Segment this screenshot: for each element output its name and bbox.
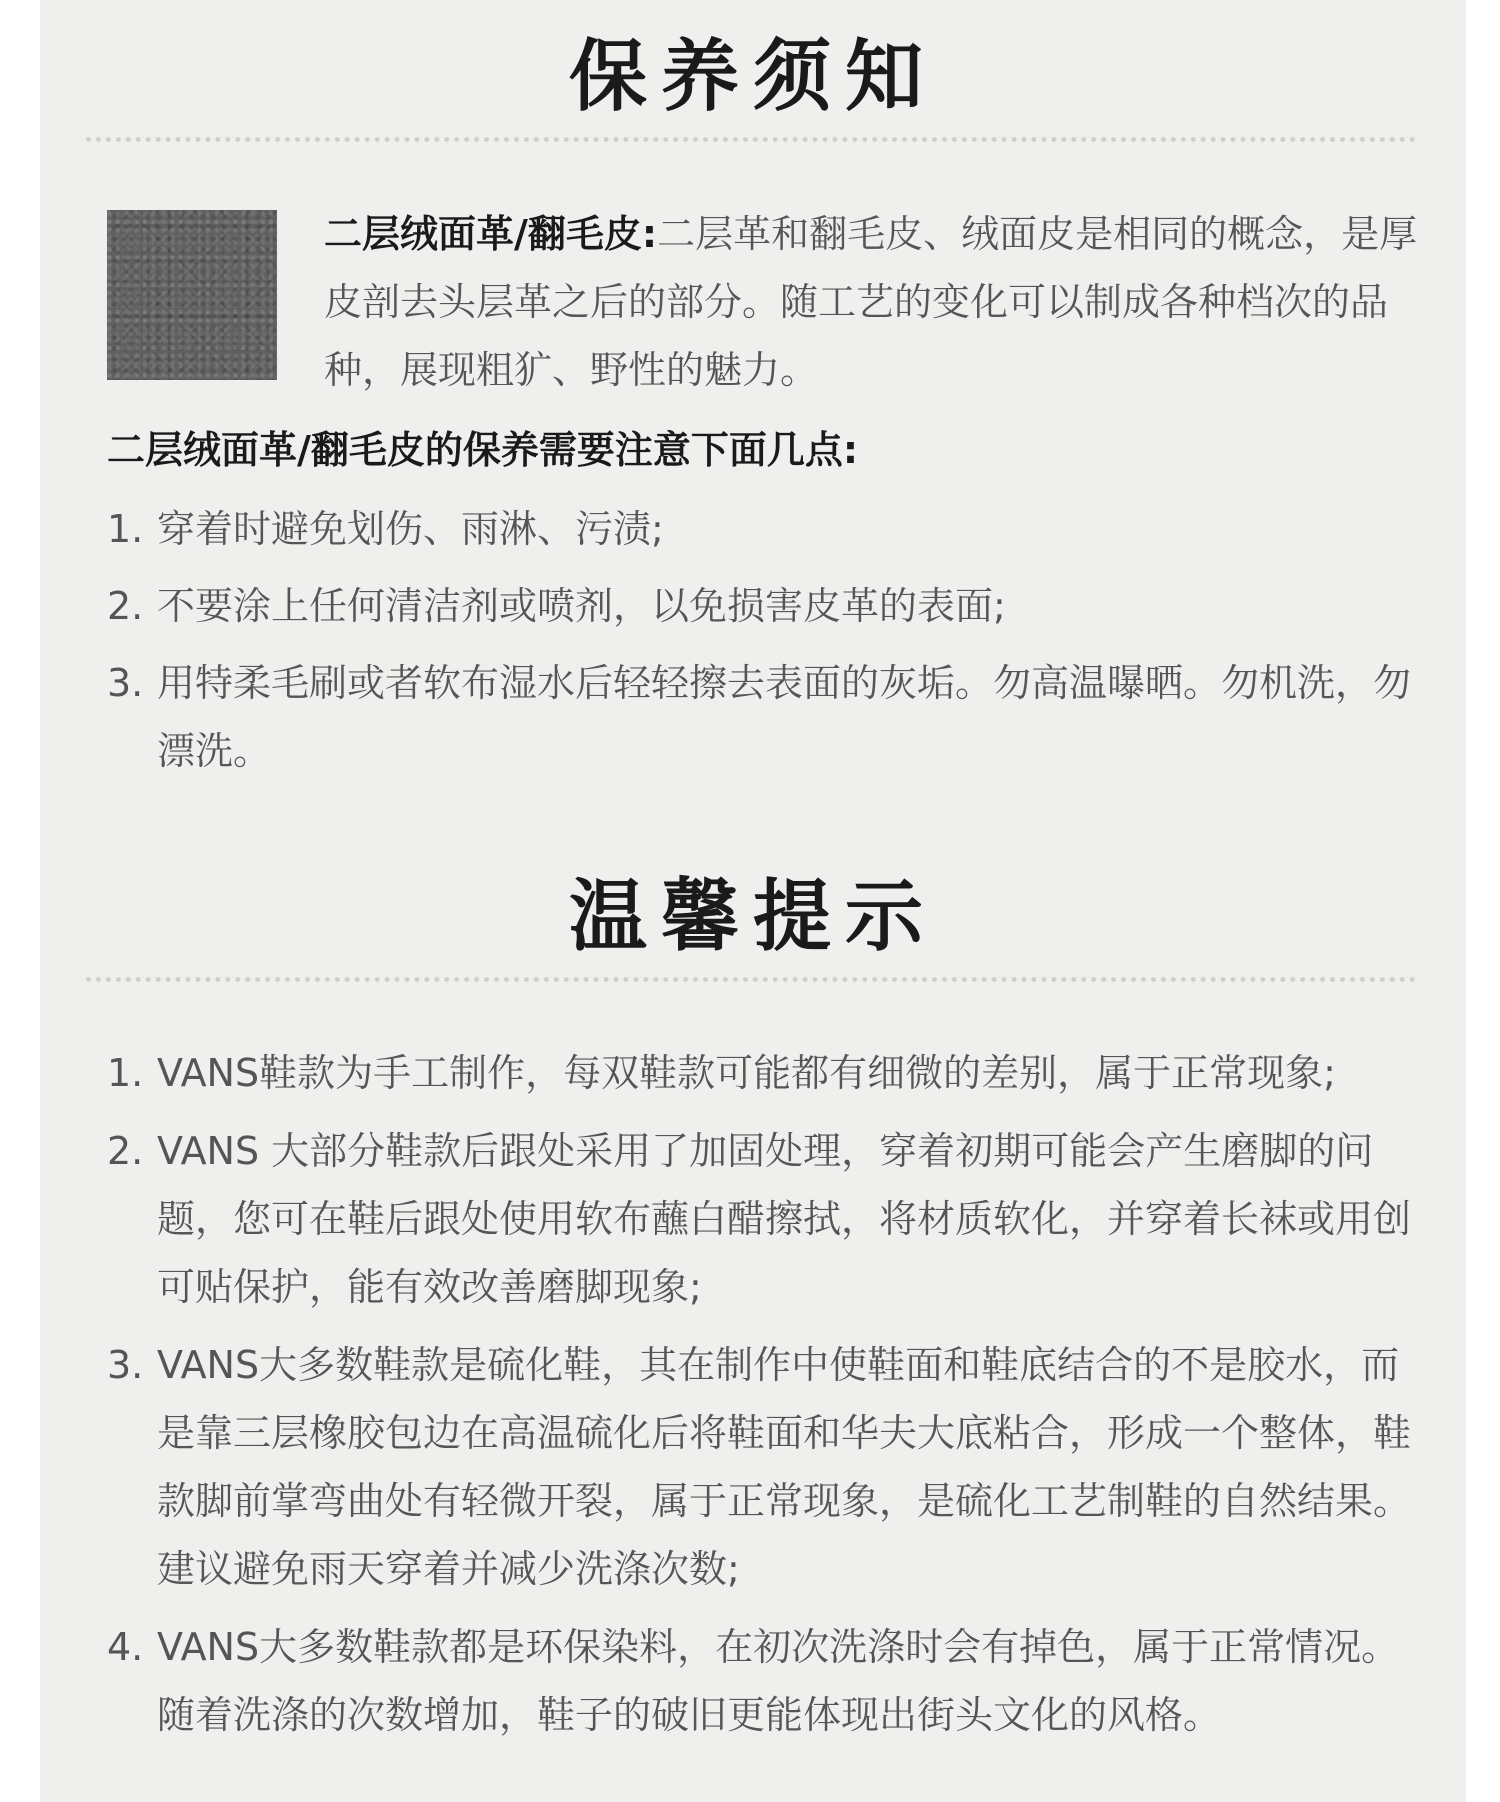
care-points-list: [107, 495, 1437, 794]
care-subheading: 二层绒面革/翻毛皮的保养需要注意下面几点:: [107, 428, 859, 472]
list-item-number: 3.: [107, 1343, 144, 1387]
list-item-number: 1.: [107, 507, 144, 551]
list-item: [107, 572, 1437, 640]
material-intro: [324, 200, 1434, 404]
list-item: [107, 495, 1437, 563]
list-item: [107, 1331, 1437, 1603]
list-item: [107, 1117, 1437, 1321]
care-title-divider: [86, 137, 1416, 142]
tips-title-divider: [86, 977, 1416, 982]
list-item-number: 4.: [107, 1625, 144, 1669]
list-item: [107, 649, 1437, 785]
list-item-number: 1.: [107, 1051, 144, 1095]
content-panel: [40, 0, 1466, 1802]
list-item-text: VANS 大部分鞋款后跟处采用了加固处理，穿着初期可能会产生磨脚的问题，您可在鞋后跟处使用软布蘸白醋擦拭，将材质软化，并穿着长袜或用创可贴保护，能有效改善磨脚现象;: [157, 1129, 1412, 1309]
tips-title: 温馨提示: [568, 872, 937, 962]
list-item-text: 穿着时避免划伤、雨淋、污渍;: [157, 507, 664, 551]
list-item: [107, 1039, 1437, 1107]
list-item-text: VANS大多数鞋款都是环保染料，在初次洗涤时会有掉色，属于正常情况。随着洗涤的次数增加，鞋子的破旧更能体现出街头文化的风格。: [157, 1625, 1400, 1737]
list-item-text: VANS鞋款为手工制作，每双鞋款可能都有细微的差别，属于正常现象;: [157, 1051, 1336, 1095]
list-item-text: 用特柔毛刷或者软布湿水后轻轻擦去表面的灰垢。勿高温曝晒。勿机洗，勿漂洗。: [157, 661, 1412, 773]
list-item-number: 2.: [107, 1129, 144, 1173]
material-intro-text: 二层革和翻毛皮、绒面皮是相同的概念，是厚皮剖去头层革之后的部分。随工艺的变化可以制成各种档次的品种，展现粗犷、野性的魅力。: [324, 212, 1418, 392]
list-item-number: 3.: [107, 661, 144, 705]
suede-material-swatch: [107, 210, 277, 380]
list-item: [107, 1613, 1437, 1749]
list-item-text: VANS大多数鞋款是硫化鞋，其在制作中使鞋面和鞋底结合的不是胶水，而是靠三层橡胶包边在高温硫化后将鞋面和华夫大底粘合，形成一个整体，鞋款脚前掌弯曲处有轻微开裂，属于正常现象，是硫化工艺制鞋的自然结果。建议避免雨天穿着并减少洗涤次数;: [157, 1343, 1412, 1591]
list-item-number: 2.: [107, 584, 144, 628]
care-title: 保养须知: [568, 32, 937, 122]
tips-points-list: [107, 1039, 1437, 1759]
list-item-text: 不要涂上任何清洁剂或喷剂，以免损害皮革的表面;: [157, 584, 1006, 628]
material-intro-lead: 二层绒面革/翻毛皮:: [324, 212, 658, 256]
